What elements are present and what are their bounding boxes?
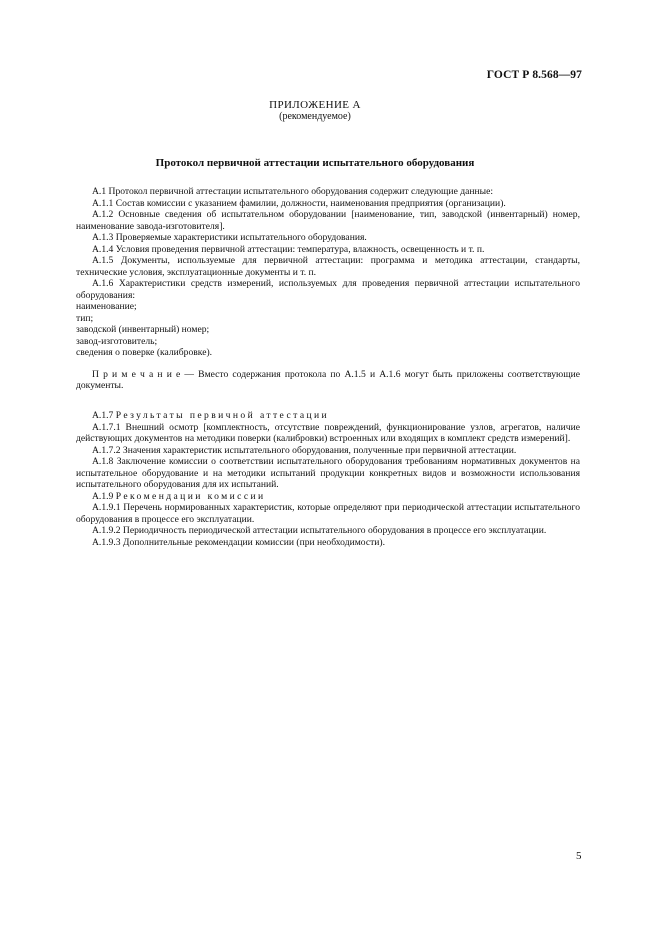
paragraph-a1-1: А.1.1 Состав комиссии с указанием фамилии, должности, наименования предприятия (организации). — [92, 197, 506, 209]
section-a1-9-heading — [76, 491, 580, 503]
appendix-heading — [0, 99, 630, 123]
note-text: — Вместо содержания протокола по А.1.5 и А.1.6 могут быть приложены соответствующие документы. — [76, 368, 580, 391]
a1-6-list — [76, 301, 580, 359]
standard-code-header: ГОСТ Р 8.568—97 — [486, 69, 582, 81]
list-item: завод-изготовитель; — [76, 335, 158, 347]
document-body — [76, 186, 580, 548]
list-item: тип; — [76, 312, 94, 324]
list-item: заводской (инвентарный) номер; — [76, 324, 210, 335]
paragraph-a1-3: А.1.3 Проверяемые характеристики испытательного оборудования. — [92, 232, 367, 243]
page-number: 5 — [576, 850, 582, 862]
paragraph-a1-8: А.1.8 Заключение комиссии о соответствии испытательного оборудования требованиям нормативных документов на испытательное оборудование и на методики испытаний продукции конкретных видов и возможности использования испытательного оборудования для их испытаний. — [76, 456, 580, 491]
section-title: Результаты первичной аттестации — [115, 410, 330, 422]
paragraph-a1-2: А.1.2 Основные сведения об испытательном оборудовании [наименование, тип, заводской (инвентарный) номер, наименование завода-изготовителя]. — [76, 209, 580, 232]
section-number: А.1.9 — [92, 490, 116, 502]
paragraph-a1-9-1: А.1.9.1 Перечень нормированных характеристик, которые определяют при периодической аттестации испытательного оборудования в процессе его эксплуатации. — [76, 502, 580, 525]
protocol-title: Протокол первичной аттестации испытательного оборудования — [155, 157, 475, 169]
paragraph-a1-7-1: А.1.7.1 Внешний осмотр [комплектность, отсутствие повреждений, функционирование узлов, агрегатов, наличие действующих документов на методики поверки (калибровки) встроенных или входящих в комплект средств измерений]. — [76, 421, 580, 445]
appendix-title: ПРИЛОЖЕНИЕ А — [269, 99, 361, 111]
paragraph-a1-4: А.1.4 Условия проведения первичной аттестации: температура, влажность, освещенность и т. п. — [92, 243, 485, 255]
paragraph-a1-6: А.1.6 Характеристики средств измерений, используемых для проведения первичной аттестации испытательного оборудования: — [76, 278, 580, 301]
paragraph-a1-9-2: А.1.9.2 Периодичность периодической аттестации испытательного оборудования в процессе его эксплуатации. — [92, 525, 547, 537]
section-a1-7-heading — [76, 410, 580, 422]
paragraph-a1-7-2: А.1.7.2 Значения характеристик испытательного оборудования, полученные при первичной аттестации. — [92, 444, 517, 456]
note-paragraph — [76, 369, 580, 392]
appendix-subtitle: (рекомендуемое) — [279, 111, 351, 122]
list-item: наименование; — [76, 301, 137, 312]
paragraph-a1-5: А.1.5 Документы, используемые для первичной аттестации: программа и методика аттестации, стандарты, технические условия, эксплуатационные документы и т. п. — [76, 255, 580, 278]
section-number: А.1.7 — [92, 410, 116, 422]
list-item: сведения о поверке (калибровке). — [76, 347, 213, 358]
paragraph-a1-9-3: А.1.9.3 Дополнительные рекомендации комиссии (при необходимости). — [92, 536, 386, 548]
paragraph-a1: А.1 Протокол первичной аттестации испытательного оборудования содержит следующие данные: — [92, 186, 494, 197]
section-title: Рекомендации комиссии — [115, 490, 266, 502]
note-label: П р и м е ч а н и е — [92, 368, 181, 380]
